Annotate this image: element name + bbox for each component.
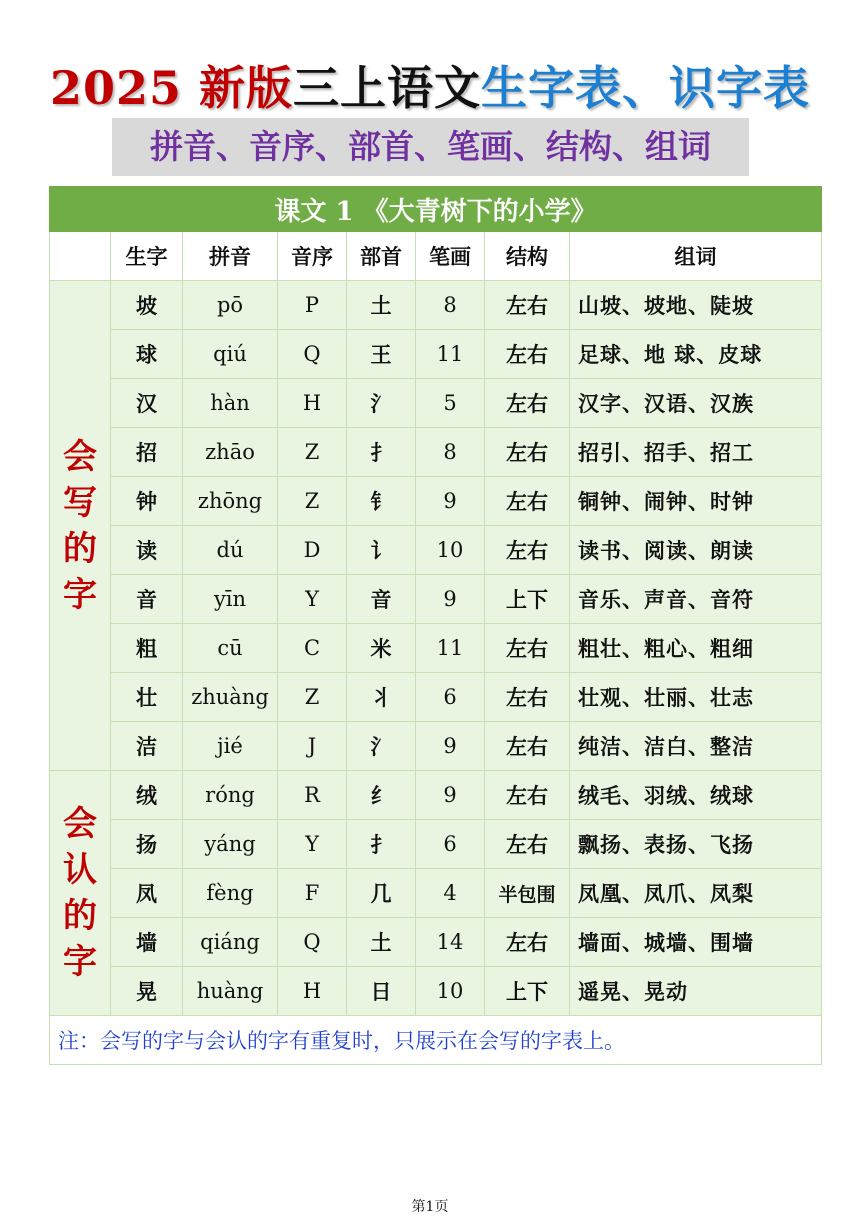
table-row: [50, 918, 822, 967]
cell-structure: 左右: [485, 918, 570, 967]
cell-strokes: 9: [416, 722, 485, 771]
cell-order: F: [278, 869, 347, 918]
cell-order: Z: [278, 477, 347, 526]
cell-structure: 半包围: [485, 869, 570, 918]
cell-order: H: [278, 379, 347, 428]
cell-strokes: 10: [416, 526, 485, 575]
cell-pinyin: qiú: [183, 330, 278, 379]
cell-strokes: 11: [416, 624, 485, 673]
lesson-header-row: [50, 187, 822, 232]
cell-pinyin: dú: [183, 526, 278, 575]
cell-pinyin: yáng: [183, 820, 278, 869]
table-row: [50, 477, 822, 526]
table-row: [50, 820, 822, 869]
cell-radical: 讠: [347, 526, 416, 575]
header-words: 组词: [570, 232, 822, 281]
header-blank: [50, 232, 111, 281]
cell-char: 音: [111, 575, 183, 624]
cell-strokes: 9: [416, 771, 485, 820]
cell-pinyin: fèng: [183, 869, 278, 918]
table-row: [50, 428, 822, 477]
cell-strokes: 9: [416, 575, 485, 624]
table-row: [50, 379, 822, 428]
category-text: 会写的字: [63, 436, 97, 615]
cell-order: H: [278, 967, 347, 1016]
title-year: 2025: [49, 61, 182, 115]
cell-char: 扬: [111, 820, 183, 869]
table-row: [50, 526, 822, 575]
cell-char: 读: [111, 526, 183, 575]
cell-pinyin: yīn: [183, 575, 278, 624]
cell-words: 飘扬、表扬、飞扬: [570, 820, 822, 869]
cell-radical: 音: [347, 575, 416, 624]
header-radical: 部首: [347, 232, 416, 281]
page-title: [0, 56, 860, 120]
lesson-title: 课文 1 《大青树下的小学》: [50, 187, 822, 232]
header-strokes: 笔画: [416, 232, 485, 281]
cell-char: 球: [111, 330, 183, 379]
cell-char: 凤: [111, 869, 183, 918]
header-pinyin: 拼音: [183, 232, 278, 281]
cell-char: 钟: [111, 477, 183, 526]
cell-words: 遥晃、晃动: [570, 967, 822, 1016]
cell-pinyin: cū: [183, 624, 278, 673]
cell-words: 凤凰、凤爪、凤梨: [570, 869, 822, 918]
character-table: [49, 186, 822, 1065]
cell-strokes: 11: [416, 330, 485, 379]
cell-order: J: [278, 722, 347, 771]
cell-char: 墙: [111, 918, 183, 967]
cell-structure: 左右: [485, 428, 570, 477]
header-char: 生字: [111, 232, 183, 281]
table-row: [50, 869, 822, 918]
cell-pinyin: qiáng: [183, 918, 278, 967]
cell-pinyin: jié: [183, 722, 278, 771]
note-text: 注：会写的字与会认的字有重复时，只展示在会写的字表上。: [50, 1016, 822, 1065]
cell-words: 壮观、壮丽、壮志: [570, 673, 822, 722]
cell-structure: 左右: [485, 820, 570, 869]
cell-pinyin: hàn: [183, 379, 278, 428]
cell-strokes: 6: [416, 673, 485, 722]
cell-structure: 左右: [485, 330, 570, 379]
cell-pinyin: zhōng: [183, 477, 278, 526]
table-row: [50, 967, 822, 1016]
cell-radical: 丬: [347, 673, 416, 722]
cell-char: 晃: [111, 967, 183, 1016]
cell-structure: 左右: [485, 379, 570, 428]
cell-order: Y: [278, 820, 347, 869]
cell-structure: 左右: [485, 281, 570, 330]
cell-words: 音乐、声音、音符: [570, 575, 822, 624]
cell-structure: 上下: [485, 967, 570, 1016]
cell-words: 足球、地 球、皮球: [570, 330, 822, 379]
column-header-row: [50, 232, 822, 281]
category-label-write: [50, 281, 111, 771]
cell-structure: 左右: [485, 722, 570, 771]
cell-radical: 米: [347, 624, 416, 673]
cell-words: 山坡、坡地、陡坡: [570, 281, 822, 330]
subtitle-banner: 拼音、音序、部首、笔画、结构、组词: [112, 118, 749, 176]
cell-structure: 上下: [485, 575, 570, 624]
cell-order: Z: [278, 428, 347, 477]
cell-order: Y: [278, 575, 347, 624]
title-new-edition: 新版: [199, 61, 294, 115]
title-table-names: 生字表、识字表: [481, 61, 811, 115]
header-structure: 结构: [485, 232, 570, 281]
cell-words: 汉字、汉语、汉族: [570, 379, 822, 428]
cell-strokes: 14: [416, 918, 485, 967]
cell-radical: 钅: [347, 477, 416, 526]
cell-structure: 左右: [485, 624, 570, 673]
page-number: 第1页: [411, 1199, 449, 1215]
cell-char: 坡: [111, 281, 183, 330]
cell-radical: 扌: [347, 428, 416, 477]
table-row: [50, 673, 822, 722]
table-row: [50, 575, 822, 624]
cell-pinyin: pō: [183, 281, 278, 330]
category-label-recognize: [50, 771, 111, 1016]
cell-radical: 纟: [347, 771, 416, 820]
cell-radical: 氵: [347, 722, 416, 771]
table-row: [50, 330, 822, 379]
cell-words: 绒毛、羽绒、绒球: [570, 771, 822, 820]
cell-words: 铜钟、闹钟、时钟: [570, 477, 822, 526]
cell-radical: 土: [347, 918, 416, 967]
cell-strokes: 6: [416, 820, 485, 869]
cell-char: 洁: [111, 722, 183, 771]
cell-radical: 日: [347, 967, 416, 1016]
table-row: [50, 771, 822, 820]
title-grade-subject: 三上语文: [293, 61, 482, 115]
cell-char: 招: [111, 428, 183, 477]
cell-strokes: 8: [416, 428, 485, 477]
cell-pinyin: zhāo: [183, 428, 278, 477]
cell-pinyin: róng: [183, 771, 278, 820]
cell-radical: 扌: [347, 820, 416, 869]
table-row: [50, 281, 822, 330]
cell-structure: 左右: [485, 477, 570, 526]
cell-char: 绒: [111, 771, 183, 820]
cell-radical: 几: [347, 869, 416, 918]
cell-order: D: [278, 526, 347, 575]
table-row: [50, 624, 822, 673]
category-text: 会认的字: [63, 804, 97, 982]
cell-strokes: 5: [416, 379, 485, 428]
cell-words: 招引、招手、招工: [570, 428, 822, 477]
note-row: [50, 1016, 822, 1065]
cell-words: 墙面、城墙、围墙: [570, 918, 822, 967]
cell-words: 读书、阅读、朗读: [570, 526, 822, 575]
cell-structure: 左右: [485, 771, 570, 820]
table-row: [50, 722, 822, 771]
cell-radical: 氵: [347, 379, 416, 428]
cell-strokes: 4: [416, 869, 485, 918]
cell-words: 粗壮、粗心、粗细: [570, 624, 822, 673]
cell-radical: 王: [347, 330, 416, 379]
cell-pinyin: huàng: [183, 967, 278, 1016]
cell-order: P: [278, 281, 347, 330]
cell-order: Z: [278, 673, 347, 722]
cell-strokes: 10: [416, 967, 485, 1016]
header-order: 音序: [278, 232, 347, 281]
cell-words: 纯洁、洁白、整洁: [570, 722, 822, 771]
cell-structure: 左右: [485, 526, 570, 575]
cell-pinyin: zhuàng: [183, 673, 278, 722]
cell-order: R: [278, 771, 347, 820]
cell-strokes: 8: [416, 281, 485, 330]
cell-order: Q: [278, 918, 347, 967]
cell-strokes: 9: [416, 477, 485, 526]
cell-structure: 左右: [485, 673, 570, 722]
cell-radical: 土: [347, 281, 416, 330]
cell-char: 汉: [111, 379, 183, 428]
cell-order: C: [278, 624, 347, 673]
cell-char: 壮: [111, 673, 183, 722]
cell-char: 粗: [111, 624, 183, 673]
cell-order: Q: [278, 330, 347, 379]
